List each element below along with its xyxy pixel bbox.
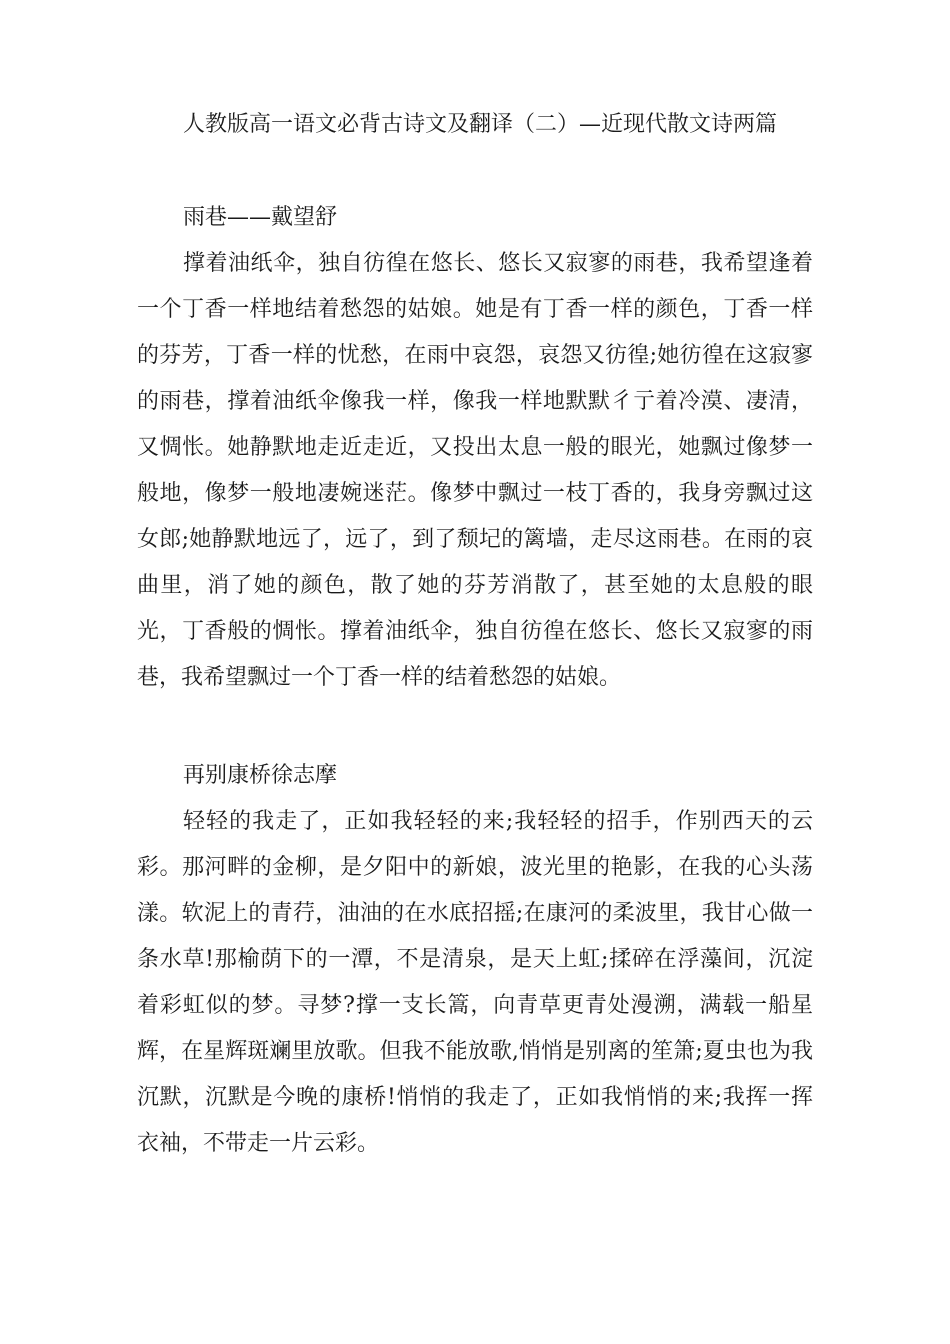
poem-2-heading: 再别康桥徐志摩 [183,763,338,788]
poem-1-body: 撑着油纸伞，独自彷徨在悠长、悠长又寂寥的雨巷，我希望逢着一个丁香一样地结着愁怨的姑娘。她是有丁香一样的颜色，丁香一样的芬芳，丁香一样的忧愁，在雨中哀怨，哀怨又彷徨;她彷徨在这寂寥的雨巷，撑着油纸伞像我一样，像我一样地默默彳亍着冷漠、凄清，又惆怅。她静默地走近走近，又投出太息一般的眼光，她飘过像梦一般地，像梦一般地凄婉迷茫。像梦中飘过一枝丁香的，我身旁飘过这女郎;她静默地远了，远了，到了颓圮的篱墙，走尽这雨巷。在雨的哀曲里，消了她的颜色，散了她的芬芳消散了，甚至她的太息般的眼光，丁香般的惆怅。撑着油纸伞，独自彷徨在悠长、悠长又寂寥的雨巷，我希望飘过一个丁香一样的结着愁怨的姑娘。 [137,251,813,690]
document-title: 人教版高一语文必背古诗文及翻译（二）—近现代散文诗两篇 [183,112,778,137]
poem-2-body: 轻轻的我走了，正如我轻轻的来;我轻轻的招手，作别西天的云彩。那河畔的金柳，是夕阳中的新娘，波光里的艳影，在我的心头荡漾。软泥上的青荇，油油的在水底招摇;在康河的柔波里，我甘心做一条水草!那榆荫下的一潭，不是清泉，是天上虹;揉碎在浮藻间，沉淀着彩虹似的梦。寻梦?撑一支长篙，向青草更青处漫溯，满载一船星辉，在星辉斑斓里放歌。但我不能放歌,悄悄是别离的笙箫;夏虫也为我沉默，沉默是今晚的康桥!悄悄的我走了，正如我悄悄的来;我挥一挥衣袖，不带走一片云彩。 [137,809,813,1156]
poem-1-heading: 雨巷——戴望舒 [183,205,338,230]
